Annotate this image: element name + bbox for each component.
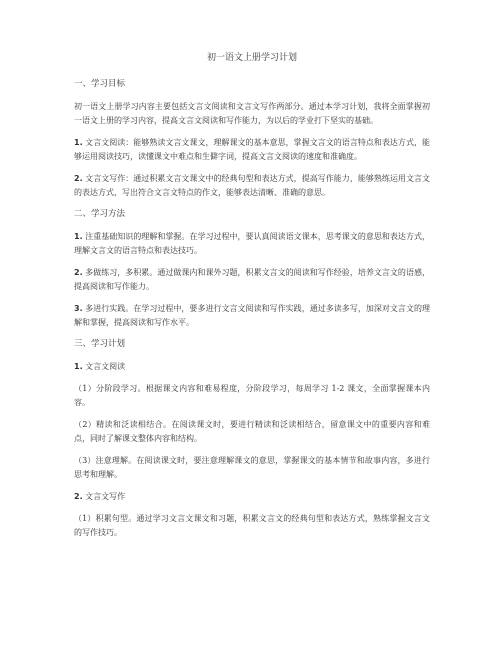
- paragraph: [74, 454, 430, 482]
- paragraph-text: （3）注意理解。在阅读课文时，要注意理解课文的意思，掌握课文的基本情节和故事内容，多进行思考和理解。: [74, 456, 430, 479]
- paragraph-text: 初一语文上册学习内容主要包括文言文阅读和文言文写作两部分。通过本学习计划，我将全面掌握初一语文上册的学习内容，提高文言文阅读和写作能力，为以后的学业打下坚实的基础。: [74, 102, 430, 125]
- paragraph: [74, 172, 430, 200]
- paragraph: [74, 418, 430, 446]
- list-number: 2.: [74, 492, 83, 501]
- paragraph: [74, 266, 430, 294]
- document-title: 初一语文上册学习计划: [206, 53, 297, 63]
- paragraph-text: 文言文阅读: [82, 362, 126, 371]
- paragraph-text: 注重基础知识的理解和掌握。在学习过程中，要认真阅读语文课本，思考课文的意思和表达方式，理解文言文的语言特点和表达技巧。: [74, 232, 430, 255]
- paragraph-text: 多做练习，多积累。通过做课内和课外习题，积累文言文的阅读和写作经验，培养文言文的语感，提高阅读和写作能力。: [74, 268, 430, 291]
- section-heading-goals: 一、学习目标: [74, 79, 126, 89]
- paragraph: [74, 382, 430, 410]
- paragraph: [74, 100, 430, 128]
- paragraph: [74, 360, 430, 374]
- paragraph: [74, 302, 430, 330]
- paragraph-text: （2）精读和泛读相结合。在阅读课文时，要进行精读和泛读相结合，留意课文中的重要内容和难点，同时了解课文整体内容和结构。: [74, 420, 430, 443]
- list-number: 1.: [74, 362, 83, 371]
- paragraph-text: 文言文写作：通过积累文言文课文中的经典句型和表达方式，提高写作能力，能够熟练运用文言文的表达方式，写出符合文言文特点的作文，能够表达清晰、准确的意思。: [74, 174, 430, 197]
- paragraph: [74, 230, 430, 258]
- paragraph-text: （1）分阶段学习。根据课文内容和难易程度，分阶段学习，每周学习 1-2 课文，全面掌握课本内容。: [74, 384, 430, 407]
- paragraph-text: 文言文写作: [82, 492, 126, 501]
- paragraph-text: 多进行实践。在学习过程中，要多进行文言文阅读和写作实践，通过多读多写，加深对文言文的理解和掌握，提高阅读和写作水平。: [74, 304, 430, 327]
- section-heading-plan: 三、学习计划: [74, 339, 126, 349]
- document-page: [74, 52, 430, 548]
- section-heading-methods: 二、学习方法: [74, 209, 126, 219]
- list-number: 2.: [74, 268, 83, 277]
- paragraph: [74, 136, 430, 164]
- list-number: 2.: [74, 174, 83, 183]
- list-number: 3.: [74, 304, 83, 313]
- paragraph: [74, 512, 430, 540]
- list-number: 1.: [74, 138, 83, 147]
- paragraph: [74, 490, 430, 504]
- list-number: 1.: [74, 232, 83, 241]
- paragraph-text: 文言文阅读：能够熟读文言文课文，理解课文的基本意思，掌握文言文的语言特点和表达方式，能够运用阅读技巧，读懂课文中难点和生僻字词，提高文言文阅读的速度和准确度。: [74, 138, 430, 161]
- paragraph-text: （1）积累句型。通过学习文言文课文和习题，积累文言文的经典句型和表达方式，熟练掌握文言文的写作技巧。: [74, 514, 430, 537]
